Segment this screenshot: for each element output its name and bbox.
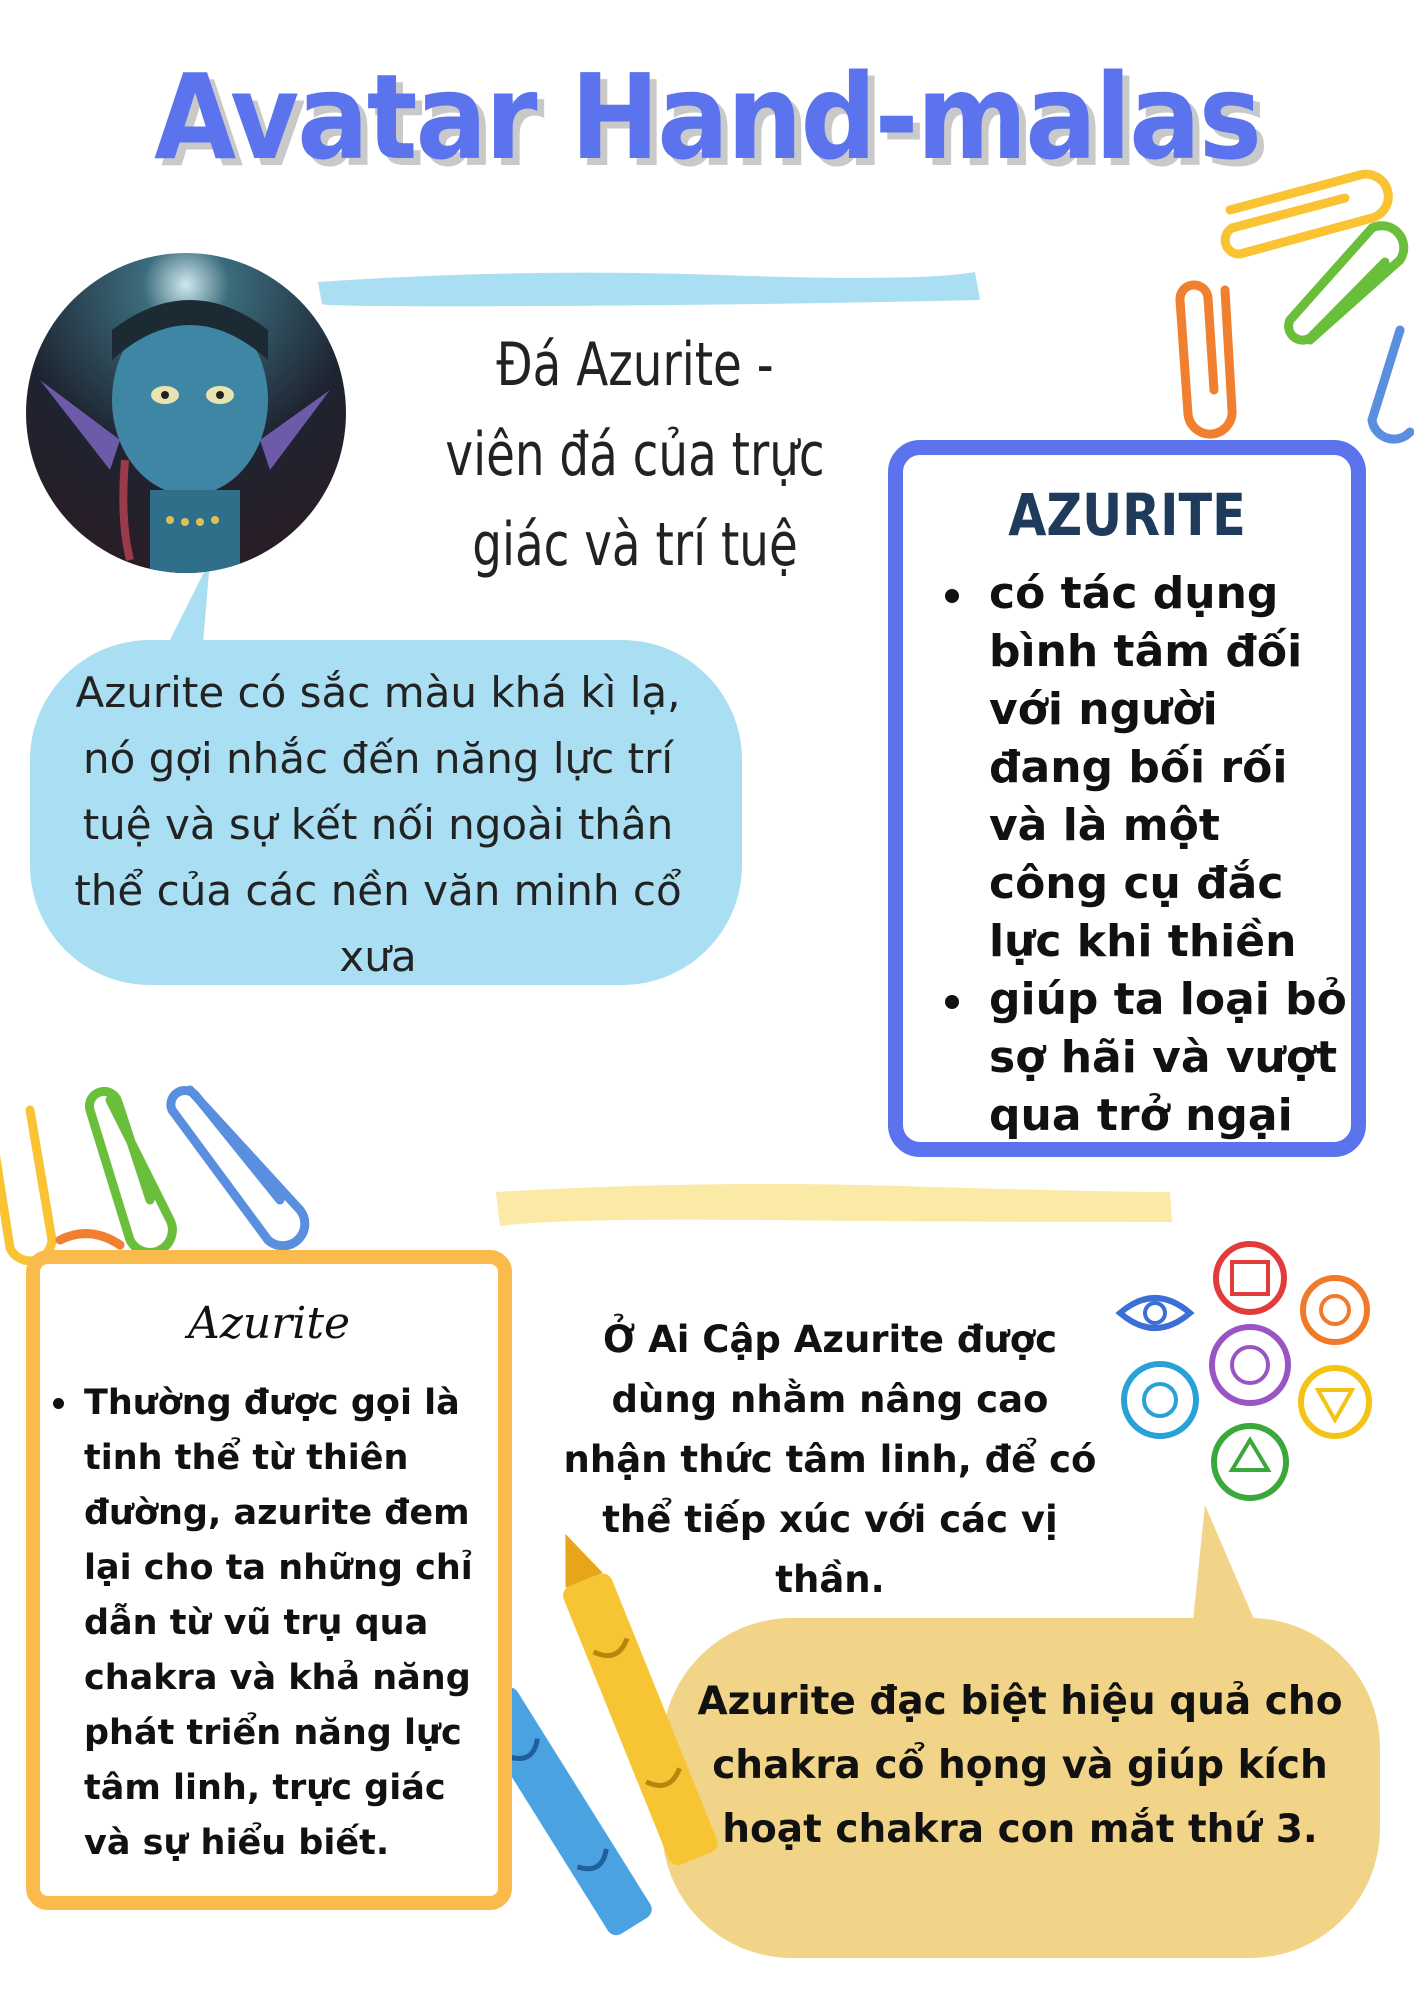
subtitle (444, 320, 826, 590)
note-box-title: Azurite (187, 1298, 351, 1349)
note-bullet-list (50, 1376, 500, 1871)
azurite-info-box (888, 440, 1366, 1157)
avatar-portrait (26, 253, 346, 610)
solar-plexus-chakra-icon (1301, 1368, 1369, 1436)
speech-bubble-text: Azurite có sắc màu khá kì lạ, nó gợi nhắc đến năng lực trí tuệ và sự kết nối ngoài thân thể của các nền văn minh cổ xưa (74, 668, 682, 981)
paperclip-group-top (1180, 174, 1410, 439)
subtitle-line: Đá Azurite - (496, 330, 774, 400)
yellow-brush-stroke (496, 1184, 1172, 1226)
blue-paperclip (1372, 330, 1410, 439)
green-paperclip (1289, 226, 1404, 340)
azurite-box-title: AZURITE (1008, 481, 1246, 549)
blue-brush-stroke (318, 272, 980, 306)
chakra-symbols (1120, 1244, 1369, 1498)
blue-paperclip (171, 1090, 305, 1246)
azurite-note-box (26, 1250, 512, 1910)
page-title: Avatar Hand-malas (153, 48, 1260, 186)
crown-chakra-icon (1212, 1327, 1288, 1403)
orange-paperclip (1180, 285, 1232, 434)
chakra-bubble-text: Azurite đạc biệt hiệu quả cho chakra cổ họng và giúp kích hoạt chakra con mắt thứ 3. (697, 1679, 1343, 1852)
list-item: Thường được gọi là tinh thể từ thiên đường, azurite đem lại cho ta những chỉ dẫn từ vũ trụ qua chakra và khả năng phát triển năng lực tâm linh, trực giác và sự hiểu biết. (50, 1376, 500, 1871)
subtitle-line: giác và trí tuệ (472, 510, 798, 580)
list-item: giúp ta loại bỏ sợ hãi và vượt qua trở ngại (941, 971, 1351, 1145)
green-paperclip (89, 1091, 172, 1252)
egypt-paragraph: Ở Ai Cập Azurite được dùng nhằm nâng cao nhận thức tâm linh, để có thể tiếp xúc với các vị thần. (563, 1318, 1097, 1601)
yellow-paperclip (0, 1110, 52, 1261)
subtitle-line: viên đá của trực (445, 420, 825, 490)
throat-chakra-icon (1124, 1364, 1196, 1436)
list-item: có tác dụng bình tâm đối với người đang bối rối và là một công cụ đắc lực khi thiền (941, 565, 1351, 971)
root-chakra-icon (1216, 1244, 1284, 1312)
orange-paperclip (60, 1234, 120, 1245)
azurite-bullet-list (941, 565, 1351, 1145)
paperclip-group-left (0, 1090, 305, 1261)
sacral-chakra-icon (1303, 1278, 1367, 1342)
